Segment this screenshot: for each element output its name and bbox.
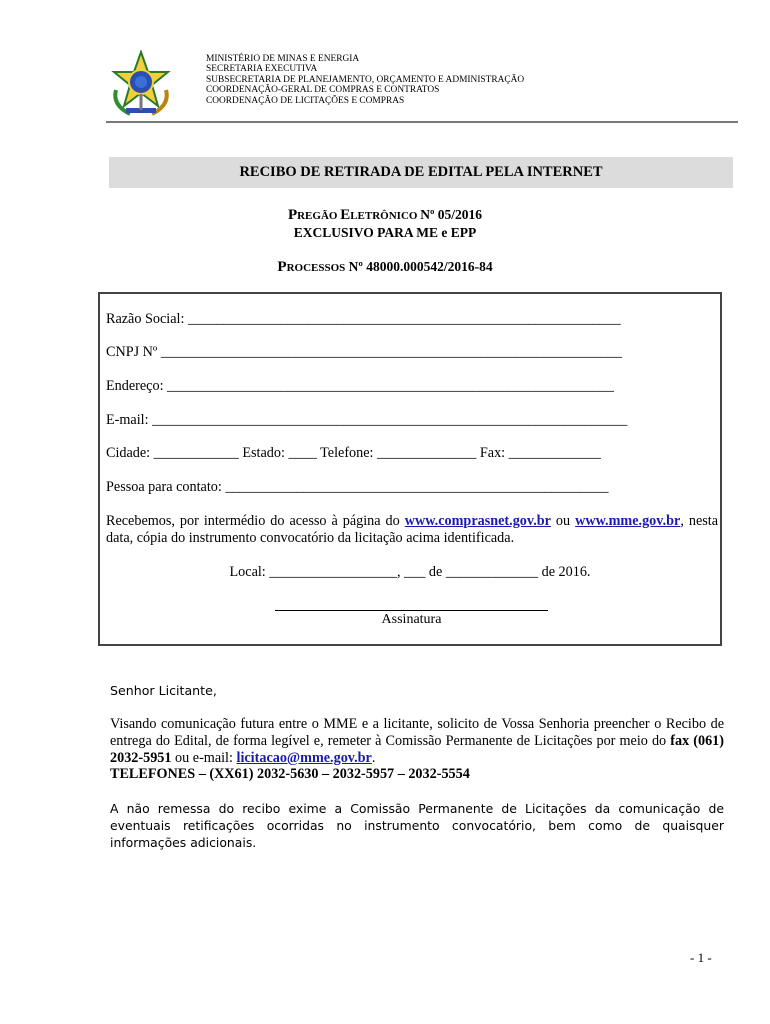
recebemos-text-end: , nesta data, cópia do instrumento convocatório da licitação acima identificada. bbox=[106, 513, 718, 546]
telefones-line: TELEFONES – (XX61) 2032-5630 – 2032-5957 – 2032-5554 bbox=[110, 766, 470, 783]
recebemos-text: Recebemos, por intermédio do acesso à página do bbox=[106, 513, 405, 529]
processos-rest: ROCESSOS bbox=[286, 262, 346, 274]
comprasnet-link[interactable]: www.comprasnet.gov.br bbox=[404, 513, 551, 529]
instructions-paragraph bbox=[110, 716, 724, 783]
eletronico-cap-e: E bbox=[340, 207, 351, 223]
pregao-line bbox=[0, 207, 770, 224]
instructions-text: Visando comunicação futura entre o MME e a licitante, solicito de Vossa Senhoria preencher o Recibo de entrega do Edital, de forma legível e, remeter à Comissão Permanente de Licitações por meio do bbox=[110, 716, 724, 749]
razao-social-field[interactable]: Razão Social: _____________________________________________________________ bbox=[106, 311, 621, 327]
email-field[interactable]: E-mail: ___________________________________________________________________ bbox=[106, 412, 628, 428]
email-link[interactable]: licitacao@mme.gov.br bbox=[236, 749, 372, 766]
coat-of-arms-icon bbox=[110, 50, 172, 118]
processos-cap: P bbox=[277, 259, 287, 275]
header-institution-lines bbox=[206, 54, 524, 106]
pregao-rest: REGÃO bbox=[297, 210, 341, 222]
document-title: RECIBO DE RETIRADA DE EDITAL PELA INTERNET bbox=[109, 157, 733, 188]
eletronico-rest: LETRÔNICO bbox=[350, 210, 421, 222]
header-line: COORDENAÇÃO-GERAL DE COMPRAS E CONTRATOS bbox=[206, 85, 440, 96]
local-date-field[interactable]: Local: __________________, ___ de _____________ de 2016. bbox=[229, 564, 591, 580]
cidade-estado-telefone-fax-field[interactable]: Cidade: ____________ Estado: ____ Telefone: ______________ Fax: _____________ bbox=[106, 445, 601, 461]
exclusivo-line: EXCLUSIVO PARA ME e EPP bbox=[293, 225, 477, 240]
processos-number: Nº 48000.000542/2016-84 bbox=[345, 259, 493, 274]
salutation: Senhor Licitante, bbox=[110, 683, 217, 698]
header-line: COORDENAÇÃO DE LICITAÇÕES E COMPRAS bbox=[206, 95, 405, 106]
header-line: MINISTÉRIO DE MINAS E ENERGIA bbox=[206, 54, 360, 64]
pregao-cap-p: P bbox=[287, 207, 298, 223]
pessoa-contato-field[interactable]: Pessoa para contato: ______________________________________________________ bbox=[106, 479, 609, 495]
cnpj-field[interactable]: CNPJ Nº _________________________________________________________________ bbox=[106, 344, 622, 360]
header-divider bbox=[106, 121, 738, 123]
recebemos-ou: ou bbox=[550, 513, 576, 529]
endereco-field[interactable]: Endereço: _______________________________________________________________ bbox=[106, 378, 614, 394]
header-line: SECRETARIA EXECUTIVA bbox=[206, 64, 318, 75]
pregao-number: Nº 05/2016 bbox=[420, 207, 483, 222]
processos-line bbox=[0, 259, 770, 276]
header-line: SUBSECRETARIA DE PLANEJAMENTO, ORÇAMENTO E ADMINISTRAÇÃO bbox=[206, 74, 525, 85]
signature-line[interactable] bbox=[275, 610, 548, 611]
mme-link[interactable]: www.mme.gov.br bbox=[575, 513, 681, 529]
signature-label: Assinatura bbox=[381, 612, 442, 627]
instructions-end: . bbox=[371, 749, 376, 766]
fax-number: fax (061) 2032-5951 bbox=[110, 732, 724, 766]
instructions-email-label: ou e-mail: bbox=[171, 749, 237, 766]
page-number: - 1 - bbox=[690, 950, 712, 965]
recebemos-paragraph bbox=[106, 513, 718, 546]
disclaimer-paragraph: A não remessa do recibo exime a Comissão Permanente de Licitações da comunicação de eventuais retificações ocorridas no instrumento convocatório, bem como de quaisquer informações adicionais. bbox=[110, 801, 724, 850]
